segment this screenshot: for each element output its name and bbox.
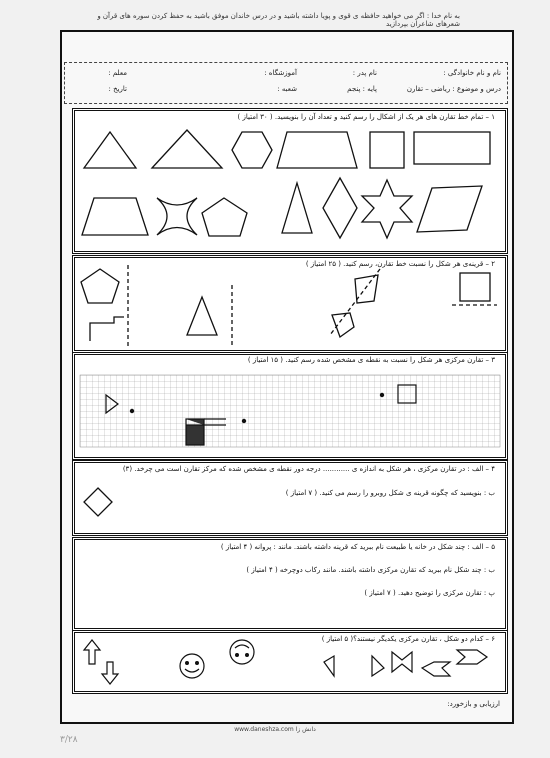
question-5a-text: ۵ – الف : چند شکل در خانه یا طبیعت نام ببرید که قرینه داشته باشند. مانند : پروانه ( ۴ امتیاز ) [220, 543, 495, 551]
isosceles-triangle [84, 132, 136, 168]
six-pointed-star [362, 180, 412, 238]
diamond-shape [84, 488, 112, 516]
subject-field: درس و موضوع : ریاضی – تقارن [406, 85, 501, 93]
l-shape [90, 317, 124, 341]
parallelogram [417, 186, 482, 232]
teacher-field: معلم : [108, 69, 127, 77]
question-4b-text: ب : بنویسید که چگونه قرینه ی شکل روبرو را رسم می کنید. ( ۷ امتیاز ) [285, 489, 495, 497]
square [370, 132, 404, 168]
question-4-shape [72, 460, 502, 530]
right-triangle-shape-a [324, 656, 334, 676]
pentagon-shape [81, 269, 119, 303]
pentagon [202, 198, 247, 236]
rectangle [414, 132, 490, 164]
question-5b-text: ب : چند شکل نام ببرید که تقارن مرکزی داشته باشند. مانند رکاب دوچرخه ( ۴ امتیاز ) [246, 566, 495, 574]
school-field: آموزشگاه : [264, 69, 297, 77]
question-5-box [72, 537, 508, 631]
question-4a-text: ۴ – الف : در تقارن مرکزی ، هر شکل به اندازه ی ............ درجه دور نقطه ی مشخص شده که مرکز تقارن است می چرخد. (۳) [122, 465, 495, 473]
chevron-shape-1 [422, 662, 450, 676]
smiley-face [180, 654, 204, 678]
grid-paper [80, 375, 500, 447]
question-2-text: ۲ – قرینه‌ی هر شکل را نسبت خط تقارن، رسم کنید. ( ۲۵ امتیاز ) [305, 260, 495, 268]
frown-face [230, 640, 254, 664]
bowtie-shape [392, 652, 412, 672]
question-2-shapes [72, 255, 502, 347]
student-info-header [64, 62, 508, 104]
quad-shape-2 [332, 313, 354, 337]
grade-field: پایه : پنجم [347, 85, 377, 93]
center-point-2 [242, 419, 245, 422]
top-note: به نام خدا : اگر می خواهید حافظه ی قوی و پویا داشته باشید و در درس خاندان موفق باشید به حفظ کردن سوره های قرآن و شعرهای شاعران بپردازید [97, 12, 460, 28]
footer-url: www.daneshza.com دانش زا [234, 726, 316, 733]
up-arrow-shape [84, 640, 100, 664]
evaluation-label: ارزیابی و بازخورد: [447, 700, 500, 708]
kite [282, 183, 312, 233]
father-name-field: نام پدر : [352, 69, 377, 77]
handwritten-stamp: ۳/۲۸ [60, 735, 78, 745]
four-pointed-star [157, 198, 197, 235]
name-field: نام و نام خانوادگی : [443, 69, 501, 77]
hexagon [232, 132, 272, 168]
down-arrow-shape [102, 662, 118, 684]
grid-svg [80, 375, 500, 447]
question-5c-text: پ : تقارن مرکزی را توضیح دهید. ( ۷ امتیاز ) [364, 589, 495, 597]
date-field: تاریخ : [108, 85, 127, 93]
trapezoid [277, 132, 357, 168]
question-3-text: ۳ – تقارن مرکزی هر شکل را نسبت به نقطه ی مشخص شده رسم کنید. ( ۱۵ امتیاز ) [247, 356, 495, 364]
quad-shape-1 [355, 275, 378, 303]
rhombus [323, 178, 357, 238]
branch-field: شعبه : [277, 85, 297, 93]
center-point-1 [130, 409, 133, 412]
question-1-shapes [72, 108, 502, 248]
triangle-shape [187, 297, 217, 335]
question-6-shapes [72, 630, 502, 688]
question-1-text: ۱ – تمام خط تقارن های هر یک از اشکال را رسم کنید و تعداد آن را بنویسید. ( ۳۰ امتیاز ) [237, 113, 495, 121]
square-shape [460, 273, 490, 301]
question-6-text: ۶ – کدام دو شکل ، تقارن مرکزی یکدیگر نیستند؟( ۵ امتیاز ) [321, 635, 495, 643]
right-triangle [152, 130, 222, 168]
chevron-shape-2 [457, 650, 487, 664]
right-triangle-shape-b [372, 656, 384, 676]
center-point-3 [380, 393, 383, 396]
isosceles-trapezoid [82, 198, 148, 235]
